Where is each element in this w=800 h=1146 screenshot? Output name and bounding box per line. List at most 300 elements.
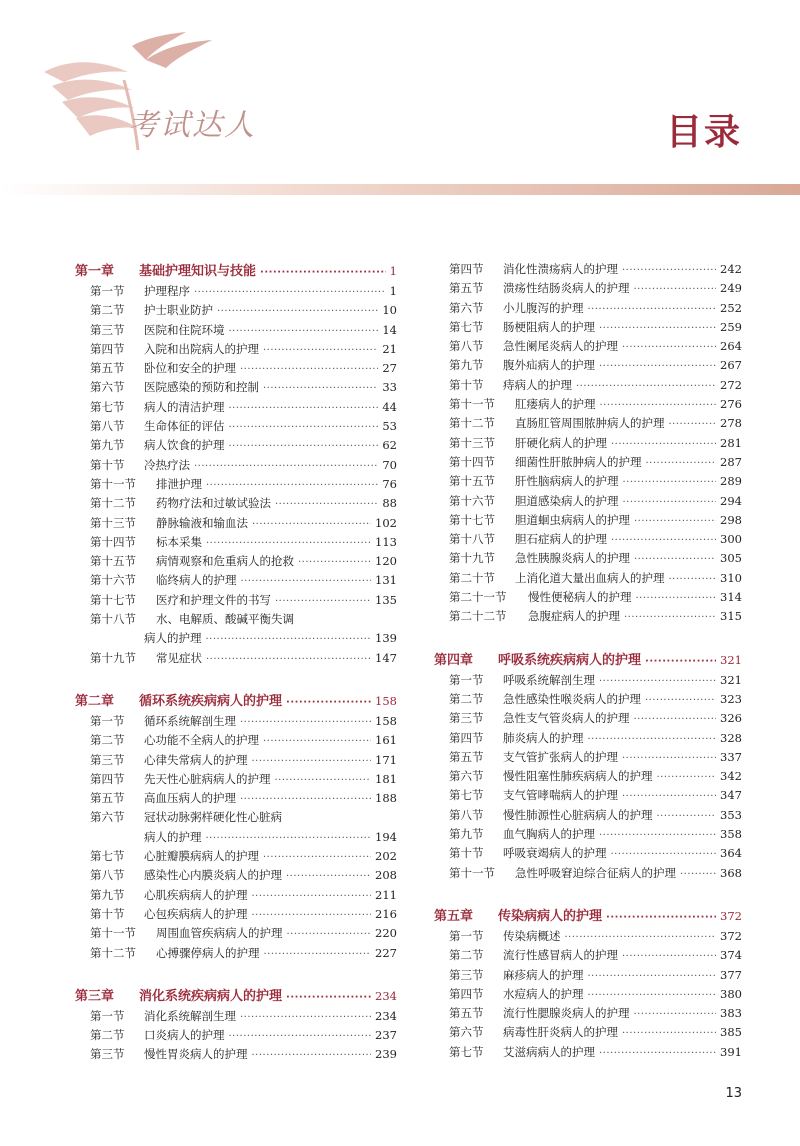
toc-leader-dots: [206, 630, 372, 649]
toc-leader-dots: [264, 945, 372, 964]
toc-entry-title: 慢性胃炎病人的护理: [144, 1047, 248, 1062]
toc-leader-dots: [588, 300, 717, 319]
toc-entry-page: 374: [720, 948, 742, 963]
toc-section-entry[interactable]: [75, 770, 397, 789]
toc-section-entry[interactable]: [434, 786, 742, 805]
toc-entry-title: 呼吸衰竭病人的护理: [503, 846, 607, 861]
toc-entry-page: 315: [720, 609, 742, 624]
toc-leader-dots: [611, 845, 717, 864]
toc-leader-dots: [606, 907, 716, 929]
toc-entry-number: 第九节: [449, 358, 484, 373]
toc-leader-dots: [229, 322, 379, 341]
toc-entry-title: 生命体征的评估: [144, 419, 225, 434]
toc-section-entry[interactable]: [434, 472, 742, 491]
toc-entry-number: 第七节: [449, 1044, 484, 1059]
toc-entry-title: 支气管哮喘病人的护理: [503, 788, 618, 803]
toc-leader-dots: [576, 377, 716, 396]
toc-entry-number: 第六节: [449, 769, 484, 784]
toc-entry-number: 第九节: [90, 887, 125, 902]
toc-entry-title: 心肌疾病病人的护理: [144, 887, 248, 902]
toc-section-entry[interactable]: [75, 591, 397, 610]
toc-section-entry[interactable]: [434, 1023, 742, 1042]
toc-section-entry[interactable]: [434, 376, 742, 395]
toc-section-entry[interactable]: [434, 748, 742, 767]
toc-section-entry[interactable]: [434, 588, 742, 607]
toc-section-entry[interactable]: [434, 806, 742, 825]
toc-entry-title: 呼吸系统解剖生理: [503, 672, 595, 687]
toc-leader-dots: [622, 1024, 716, 1043]
toc-section-entry[interactable]: [75, 808, 397, 827]
toc-section-entry[interactable]: [434, 946, 742, 965]
toc-entry-number: 第三节: [90, 752, 125, 767]
toc-entry-number: 第五节: [90, 791, 125, 806]
toc-leader-dots: [565, 928, 717, 947]
brand-logo: [36, 20, 286, 160]
toc-entry-number: 第十二节: [90, 945, 136, 960]
toc-section-entry[interactable]: [75, 731, 397, 750]
toc-section-entry[interactable]: [75, 378, 397, 397]
toc-leader-dots: [298, 553, 371, 572]
toc-entry-number: 第九节: [449, 827, 484, 842]
toc-entry-page: 372: [720, 908, 742, 923]
toc-section-entry[interactable]: [75, 751, 397, 770]
toc-leader-dots: [240, 790, 371, 809]
toc-entry-number: 第十一节: [90, 476, 136, 491]
toc-entry-number: 第十四节: [90, 534, 136, 549]
toc-entry-page: 289: [720, 474, 742, 489]
toc-entry-page: 305: [720, 551, 742, 566]
toc-chapter-entry[interactable]: [75, 260, 397, 282]
toc-entry-page: 321: [720, 672, 742, 687]
toc-leader-dots: [646, 454, 717, 473]
toc-entry-page: 323: [720, 691, 742, 706]
toc-section-entry[interactable]: [75, 712, 397, 731]
toc-leader-dots: [263, 379, 378, 398]
toc-section-entry[interactable]: [75, 282, 397, 301]
toc-section-entry[interactable]: [434, 709, 742, 728]
toc-entry-number: 第十八节: [449, 532, 495, 547]
toc-entry-title: 心包疾病病人的护理: [144, 906, 248, 921]
toc-section-entry[interactable]: [75, 475, 397, 494]
toc-entry-title: 护理程序: [144, 284, 190, 298]
toc-leader-dots: [622, 261, 716, 280]
chapter-spacer: [75, 963, 397, 985]
toc-section-entry[interactable]: [434, 671, 742, 690]
toc-leader-dots: [263, 341, 378, 360]
toc-entry-title: 流行性腮腺炎病人的护理: [503, 1006, 630, 1021]
toc-entry-page: 171: [375, 752, 397, 767]
toc-entry-page: 391: [720, 1044, 742, 1059]
toc-entry-number: 第三章: [75, 988, 115, 1004]
toc-entry-page: 326: [720, 711, 742, 726]
toc-leader-dots: [588, 986, 717, 1005]
toc-leader-dots: [229, 399, 379, 418]
toc-entry-number: 第十八节: [90, 612, 136, 627]
toc-section-entry[interactable]: [434, 690, 742, 709]
toc-entry-title: 病人的清洁护理: [144, 399, 225, 414]
toc-section-entry[interactable]: [75, 494, 397, 513]
toc-section-entry[interactable]: [75, 321, 397, 340]
toc-entry-page: 1: [389, 264, 397, 278]
toc-leader-dots: [680, 865, 716, 884]
toc-entry-number: 第十六节: [90, 573, 136, 588]
toc-entry-number: 第十一节: [90, 926, 136, 941]
toc-leader-dots: [588, 967, 717, 986]
chapter-spacer: [434, 883, 742, 905]
toc-entry-page: 272: [720, 377, 742, 392]
toc-section-entry[interactable]: [75, 1045, 397, 1064]
toc-entry-page: 14: [382, 322, 397, 337]
toc-entry-number: 第一节: [90, 284, 125, 298]
toc-entry-number: 第二十节: [449, 570, 495, 585]
toc-section-entry[interactable]: [434, 414, 742, 433]
toc-leader-dots: [622, 338, 716, 357]
toc-entry-title: 流行性感冒病人的护理: [503, 948, 618, 963]
toc-section-entry[interactable]: [75, 789, 397, 808]
toc-entry-number: 第二十二节: [449, 609, 507, 624]
toc-leader-dots: [645, 651, 716, 673]
toc-entry-number: 第四节: [449, 986, 484, 1001]
toc-leader-dots: [252, 752, 372, 771]
toc-leader-dots: [634, 710, 717, 729]
toc-entry-page: 239: [375, 1047, 397, 1062]
toc-entry-page: 249: [720, 281, 742, 296]
toc-section-entry[interactable]: [434, 825, 742, 844]
toc-entry-title: 艾滋病病人的护理: [503, 1044, 595, 1059]
toc-entry-title: 慢性肺源性心脏病病人的护理: [503, 807, 653, 822]
toc-entry-title: 上消化道大量出血病人的护理: [515, 570, 665, 585]
toc-entry-number: 第六节: [90, 380, 125, 395]
toc-chapter-entry[interactable]: [75, 985, 397, 1007]
toc-leader-dots: [240, 360, 378, 379]
toc-entry-number: 第十节: [90, 457, 125, 472]
toc-entry-page: 120: [375, 554, 397, 569]
toc-entry-page: 383: [720, 1006, 742, 1021]
toc-entry-page: 1: [389, 284, 397, 298]
toc-entry-title: 急性阑尾炎病人的护理: [503, 339, 618, 354]
toc-section-entry[interactable]: [434, 434, 742, 453]
toc-leader-dots: [634, 280, 717, 299]
toc-entry-number: 第十五节: [449, 474, 495, 489]
toc-entry-number: 第十二节: [90, 496, 136, 511]
toc-section-entry[interactable]: [75, 571, 397, 590]
toc-section-entry[interactable]: [434, 549, 742, 568]
toc-section-entry[interactable]: [434, 299, 742, 318]
toc-entry-title: 肛瘘病人的护理: [515, 397, 596, 412]
toc-section-entry[interactable]: [434, 985, 742, 1004]
toc-entry-page: 70: [382, 457, 397, 472]
toc-entry-number: 第十九节: [90, 650, 136, 665]
toc-entry-number: 第二十一节: [449, 590, 507, 605]
toc-section-entry[interactable]: [75, 828, 397, 847]
toc-entry-number: 第三节: [449, 967, 484, 982]
toc-section-entry[interactable]: [75, 301, 397, 320]
toc-entry-page: 278: [720, 416, 742, 431]
toc-entry-number: 第八节: [449, 339, 484, 354]
toc-entry-title: 传染病病人的护理: [498, 908, 603, 924]
toc-entry-title: 小儿腹泻的护理: [503, 300, 584, 315]
toc-leader-dots: [260, 262, 386, 284]
toc-section-entry[interactable]: [75, 905, 397, 924]
toc-entry-page: 237: [375, 1028, 397, 1043]
toc-entry-page: 310: [720, 570, 742, 585]
toc-entry-title: 病毒性肝炎病人的护理: [503, 1025, 618, 1040]
toc-leader-dots: [600, 396, 717, 415]
toc-entry-number: 第七节: [90, 849, 125, 864]
toc-section-entry[interactable]: [434, 569, 742, 588]
toc-chapter-entry[interactable]: [434, 649, 742, 671]
toc-entry-title: 急腹症病人的护理: [528, 609, 620, 624]
toc-entry-title: 溃疡性结肠炎病人的护理: [503, 281, 630, 296]
toc-section-entry[interactable]: [434, 607, 742, 626]
toc-entry-number: 第一章: [75, 264, 115, 279]
toc-section-entry[interactable]: [75, 847, 397, 866]
toc-section-entry[interactable]: [75, 552, 397, 571]
toc-entry-title: 周围血管疾病病人的护理: [156, 926, 283, 941]
toc-entry-number: 第十节: [449, 377, 484, 392]
toc-section-entry[interactable]: [434, 337, 742, 356]
toc-section-entry[interactable]: [434, 1043, 742, 1062]
toc-entry-title: 水痘病人的护理: [503, 986, 584, 1001]
toc-leader-dots: [636, 589, 717, 608]
toc-entry-number: 第八节: [90, 868, 125, 883]
toc-entry-number: 第二节: [90, 303, 125, 318]
toc-left-column: [75, 260, 397, 1065]
toc-entry-number: 第七节: [449, 788, 484, 803]
toc-entry-page: 368: [720, 865, 742, 880]
toc-section-entry[interactable]: [75, 533, 397, 552]
toc-entry-page: 131: [375, 573, 397, 588]
toc-section-entry[interactable]: [434, 966, 742, 985]
toc-section-entry[interactable]: [75, 1026, 397, 1045]
toc-entry-title: 细菌性肝脓肿病人的护理: [515, 454, 642, 469]
toc-section-entry[interactable]: [75, 1007, 397, 1026]
toc-leader-dots: [241, 572, 372, 591]
toc-entry-page: 234: [375, 988, 397, 1003]
toc-entry-number: 第五章: [434, 908, 474, 924]
toc-entry-number: 第三节: [449, 711, 484, 726]
toc-entry-number: 第一节: [90, 713, 125, 728]
toc-entry-title: 心搏骤停病人的护理: [156, 945, 260, 960]
toc-entry-number: 第十四节: [449, 454, 495, 469]
toc-entry-number: 第二节: [90, 733, 125, 748]
toc-entry-title: 入院和出院病人的护理: [144, 341, 259, 356]
toc-leader-dots: [263, 848, 371, 867]
toc-section-entry[interactable]: [434, 864, 742, 883]
toc-leader-dots: [645, 691, 716, 710]
toc-leader-dots: [623, 473, 717, 492]
toc-entry-title: 呼吸系统疾病病人的护理: [498, 652, 642, 668]
toc-entry-page: 76: [382, 476, 397, 491]
toc-entry-number: 第二节: [449, 948, 484, 963]
toc-entry-page: 102: [375, 515, 397, 530]
toc-entry-page: 135: [375, 592, 397, 607]
toc-entry-title: 心功能不全病人的护理: [144, 733, 259, 748]
toc-leader-dots: [275, 495, 378, 514]
toc-section-entry[interactable]: [75, 866, 397, 885]
toc-entry-title: 消化系统疾病病人的护理: [139, 988, 283, 1004]
toc-entry-title: 循环系统疾病病人的护理: [139, 693, 283, 709]
toc-entry-page: 252: [720, 300, 742, 315]
toc-entry-page: 342: [720, 769, 742, 784]
toc-entry-number: 第十三节: [449, 435, 495, 450]
toc-section-entry[interactable]: [434, 356, 742, 375]
toc-chapter-entry[interactable]: [75, 690, 397, 712]
toc-leader-dots: [599, 672, 716, 691]
toc-entry-title: 心脏瓣膜病病人的护理: [144, 849, 259, 864]
toc-entry-title: 常见症状: [156, 650, 202, 665]
toc-entry-title: 慢性阻塞性肺疾病病人的护理: [503, 769, 653, 784]
toc-entry-page: 259: [720, 319, 742, 334]
toc-section-entry[interactable]: [434, 492, 742, 511]
toc-section-entry[interactable]: [434, 395, 742, 414]
toc-entry-title: 消化系统解剖生理: [144, 1008, 236, 1023]
toc-entry-number: 第十三节: [90, 515, 136, 530]
toc-entry-title: 排泄护理: [156, 476, 202, 491]
toc-section-entry[interactable]: [75, 610, 397, 629]
toc-leader-dots: [206, 476, 378, 495]
toc-entry-title: 血气胸病人的护理: [503, 827, 595, 842]
toc-section-entry[interactable]: [75, 340, 397, 359]
toc-entry-title: 医院和住院环境: [144, 322, 225, 337]
toc-entry-page: 27: [382, 361, 397, 376]
toc-section-entry[interactable]: [75, 514, 397, 533]
toc-entry-number: 第十节: [90, 906, 125, 921]
toc-entry-number: 第五节: [449, 749, 484, 764]
toc-entry-title: 痔病人的护理: [503, 377, 572, 392]
toc-leader-dots: [206, 650, 371, 669]
toc-section-entry[interactable]: [75, 649, 397, 668]
toc-section-entry[interactable]: [75, 886, 397, 905]
toc-section-entry[interactable]: [434, 511, 742, 530]
toc-entry-number: 第十一节: [449, 397, 495, 412]
toc-leader-dots: [622, 749, 716, 768]
toc-leader-dots: [252, 515, 371, 534]
toc-entry-number: 第一节: [449, 928, 484, 943]
toc-leader-dots: [599, 826, 716, 845]
toc-section-entry[interactable]: [434, 279, 742, 298]
toc-section-entry[interactable]: [434, 453, 742, 472]
toc-entry-number: 第六节: [449, 1025, 484, 1040]
toc-entry-title: 消化性溃疡病人的护理: [503, 262, 618, 276]
toc-entry-number: 第五节: [90, 361, 125, 376]
toc-entry-title: 水、电解质、酸碱平衡失调: [156, 612, 294, 627]
header-banner: [0, 184, 800, 195]
toc-entry-title: 急性胰腺炎病人的护理: [515, 551, 630, 566]
toc-section-entry[interactable]: [75, 924, 397, 943]
toc-entry-title: 病人的护理: [144, 829, 202, 844]
toc-section-entry[interactable]: [75, 629, 397, 648]
toc-entry-page: 139: [375, 631, 397, 646]
toc-leader-dots: [194, 283, 386, 302]
toc-entry-title: 肠梗阻病人的护理: [503, 319, 595, 334]
toc-entry-page: 281: [720, 435, 742, 450]
toc-entry-title: 胆石症病人的护理: [515, 532, 607, 547]
toc-section-entry[interactable]: [75, 436, 397, 455]
toc-leader-dots: [229, 418, 379, 437]
toc-entry-number: 第五节: [449, 281, 484, 296]
toc-section-entry[interactable]: [75, 398, 397, 417]
toc-entry-title: 标本采集: [156, 534, 202, 549]
toc-entry-title: 急性支气管炎病人的护理: [503, 711, 630, 726]
logo-text: 考试达人: [128, 108, 256, 143]
toc-leader-dots: [588, 730, 717, 749]
toc-entry-number: 第十五节: [90, 554, 136, 569]
toc-entry-title: 慢性便秘病人的护理: [528, 590, 632, 605]
toc-entry-number: 第五节: [449, 1006, 484, 1021]
toc-entry-page: 10: [382, 303, 397, 318]
toc-entry-title: 护士职业防护: [144, 303, 213, 318]
toc-entry-page: 328: [720, 730, 742, 745]
toc-leader-dots: [599, 357, 716, 376]
toc-chapter-entry[interactable]: [434, 905, 742, 927]
toc-entry-page: 113: [375, 534, 397, 549]
toc-section-entry[interactable]: [75, 417, 397, 436]
toc-leader-dots: [657, 807, 717, 826]
toc-entry-title: 病人饮食的护理: [144, 438, 225, 453]
toc-entry-title: 心律失常病人的护理: [144, 752, 248, 767]
toc-section-entry[interactable]: [75, 359, 397, 378]
toc-entry-title: 医疗和护理文件的书写: [156, 592, 271, 607]
toc-entry-title: 高血压病人的护理: [144, 791, 236, 806]
toc-entry-page: 158: [375, 713, 397, 728]
toc-section-entry[interactable]: [434, 1004, 742, 1023]
chapter-spacer: [434, 627, 742, 649]
toc-entry-page: 181: [375, 771, 397, 786]
toc-leader-dots: [657, 768, 717, 787]
toc-section-entry[interactable]: [434, 844, 742, 863]
toc-section-entry[interactable]: [434, 767, 742, 786]
toc-entry-page: 194: [375, 829, 397, 844]
page-number: 13: [725, 1086, 742, 1101]
toc-entry-page: 287: [720, 454, 742, 469]
toc-entry-number: 第十七节: [90, 592, 136, 607]
toc-leader-dots: [622, 947, 716, 966]
toc-entry-number: 第四节: [90, 341, 125, 356]
toc-section-entry[interactable]: [434, 729, 742, 748]
toc-leader-dots: [252, 906, 372, 925]
toc-entry-number: 第四章: [434, 652, 474, 668]
toc-entry-number: 第十一节: [449, 865, 495, 880]
chapter-spacer: [75, 668, 397, 690]
toc-section-entry[interactable]: [75, 456, 397, 475]
toc-entry-title: 静脉输液和输血法: [156, 515, 248, 530]
toc-entry-title: 麻疹病人的护理: [503, 967, 584, 982]
toc-entry-title: 病人的护理: [144, 631, 202, 646]
toc-entry-number: 第十九节: [449, 551, 495, 566]
toc-entry-title: 胆道感染病人的护理: [515, 493, 619, 508]
toc-entry-page: 62: [382, 438, 397, 453]
toc-entry-page: 298: [720, 512, 742, 527]
toc-entry-title: 肝硬化病人的护理: [515, 435, 607, 450]
toc-entry-title: 冠状动脉粥样硬化性心脏病: [144, 810, 282, 825]
toc-section-entry[interactable]: [75, 944, 397, 963]
toc-entry-title: 医院感染的预防和控制: [144, 380, 259, 395]
toc-section-entry[interactable]: [434, 318, 742, 337]
toc-leader-dots: [206, 534, 371, 553]
toc-leader-dots: [206, 829, 372, 848]
toc-entry-title: 临终病人的护理: [156, 573, 237, 588]
toc-entry-page: 385: [720, 1025, 742, 1040]
toc-entry-number: 第四节: [449, 262, 484, 276]
toc-entry-page: 242: [720, 262, 742, 276]
toc-leader-dots: [634, 550, 716, 569]
toc-entry-page: 147: [375, 650, 397, 665]
toc-leader-dots: [611, 435, 716, 454]
toc-section-entry[interactable]: [434, 927, 742, 946]
toc-section-entry[interactable]: [434, 260, 742, 279]
toc-section-entry[interactable]: [434, 530, 742, 549]
